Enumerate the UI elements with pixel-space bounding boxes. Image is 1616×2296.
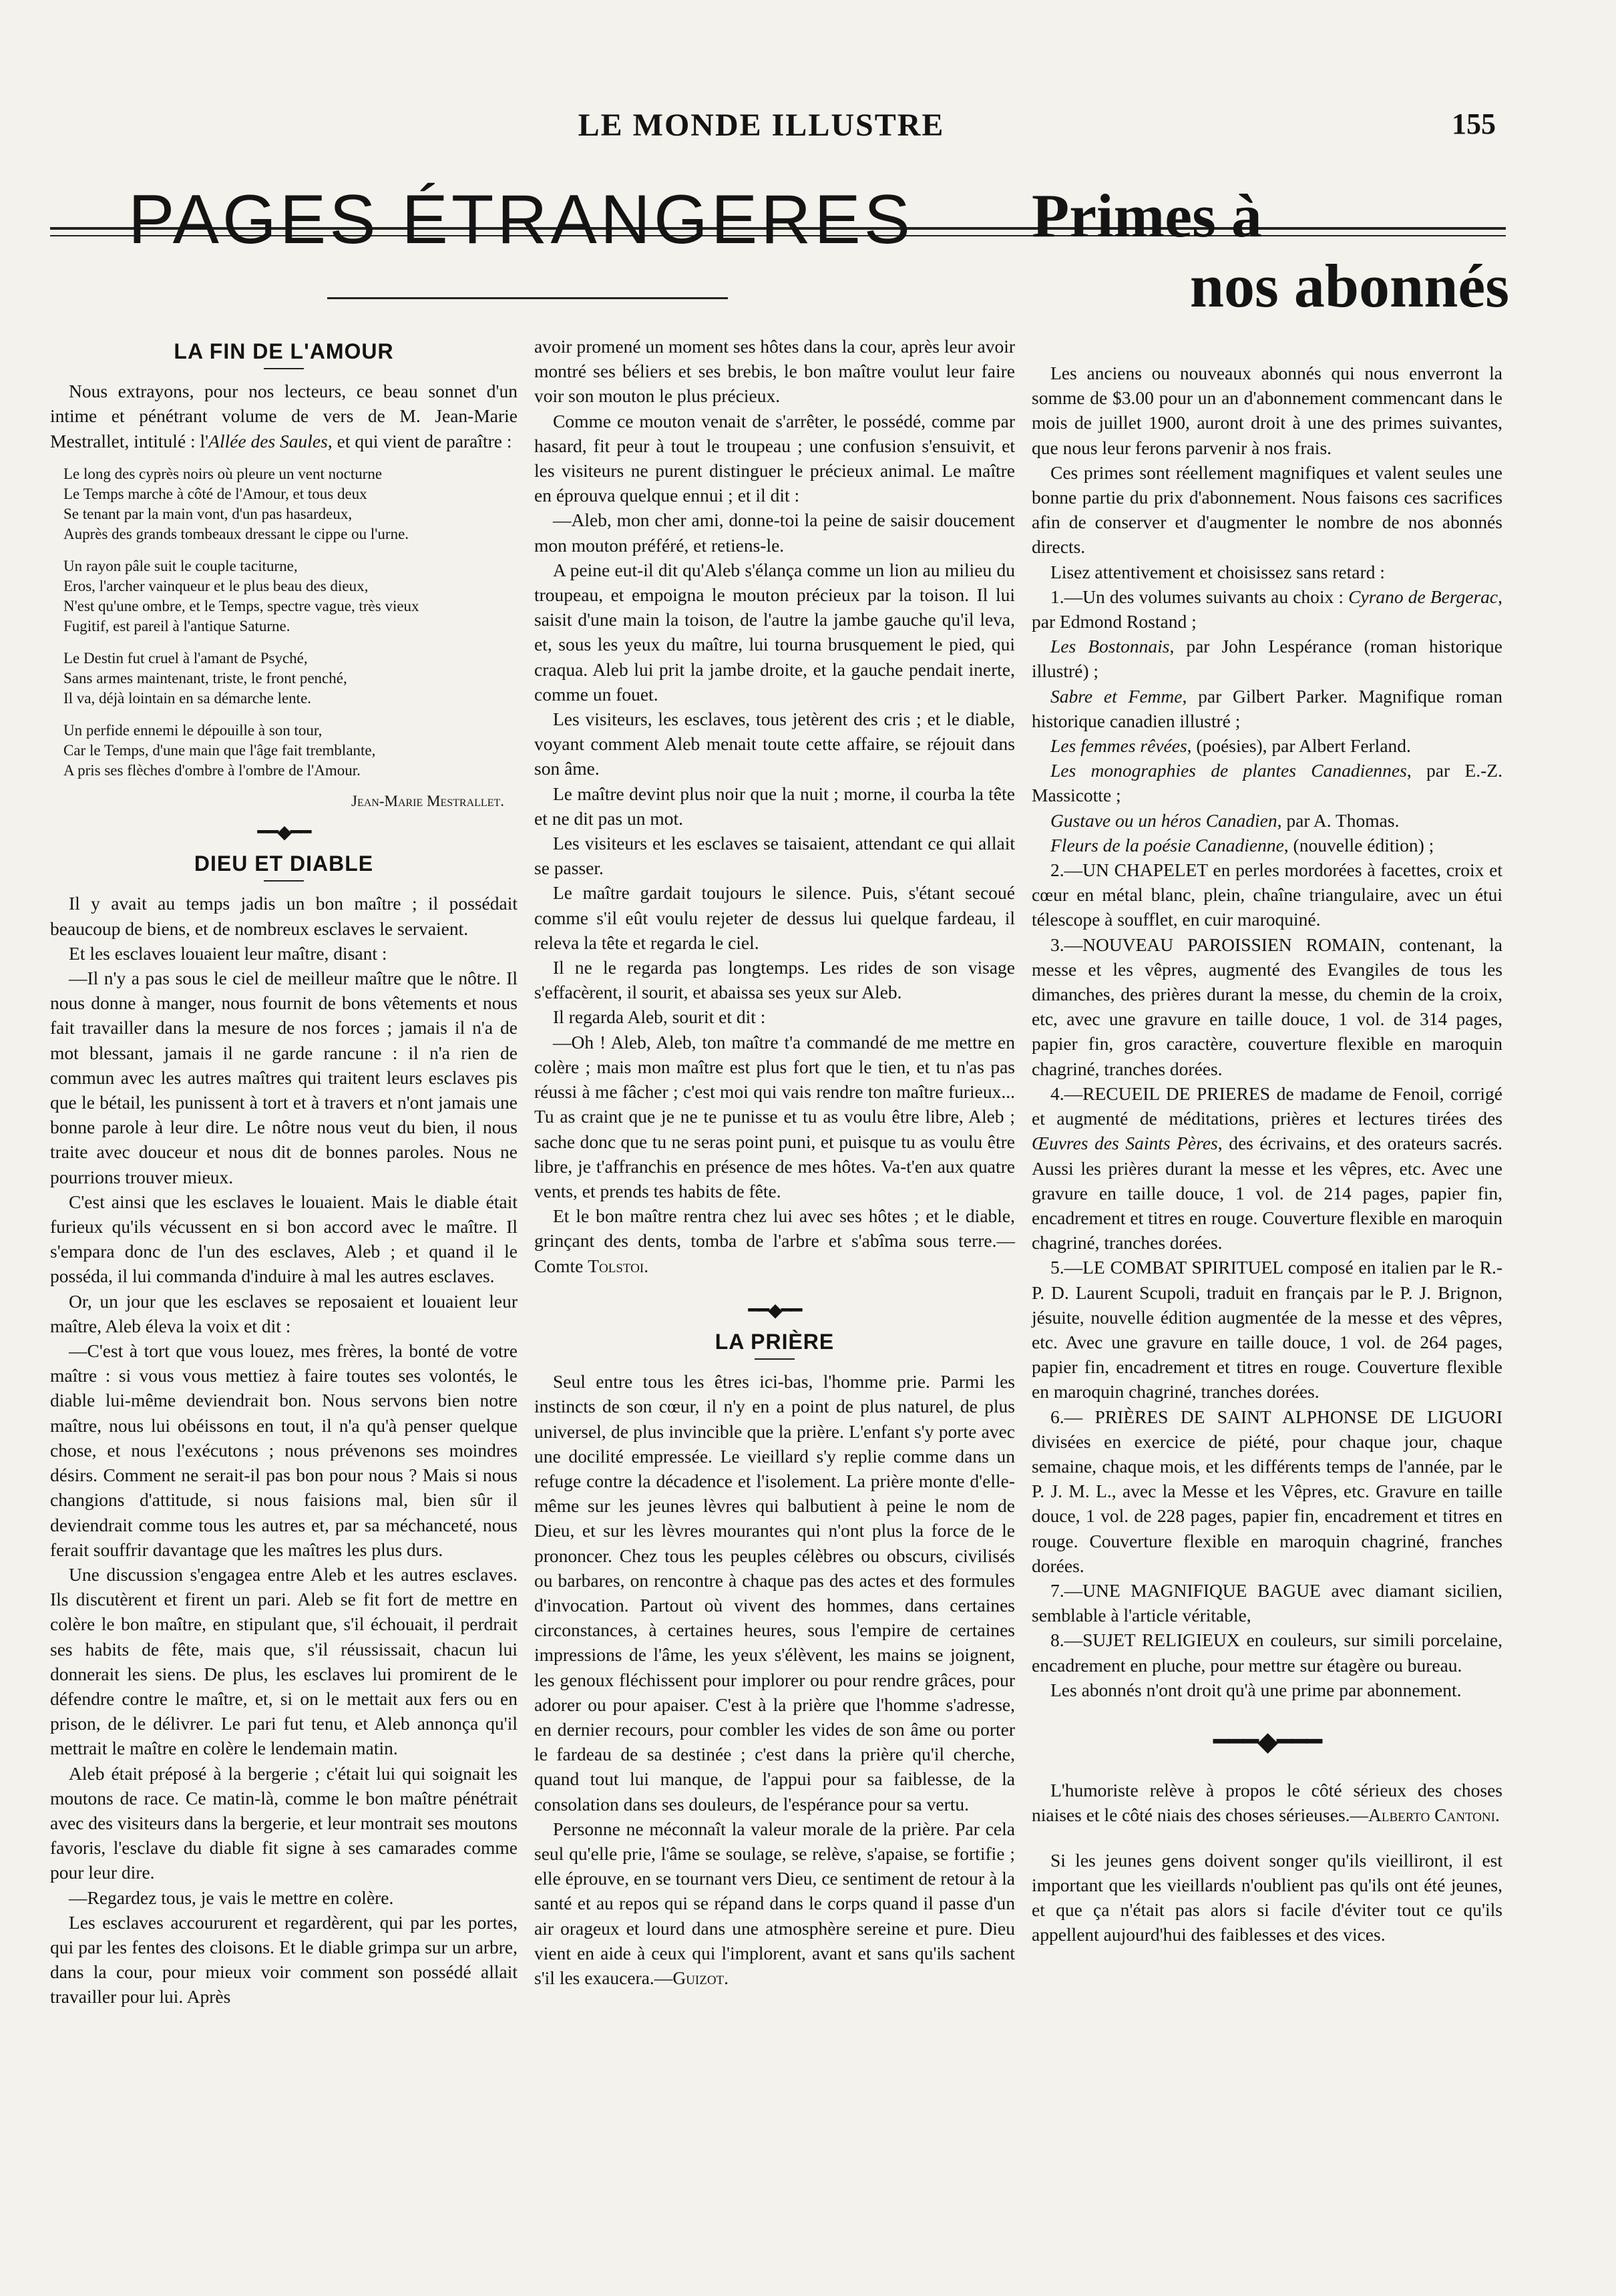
poem-line: Il va, déjà lointain en sa démarche lente.	[63, 689, 312, 707]
sonnet	[63, 464, 518, 781]
prime-item-6: 6.— PRIÈRES DE SAINT ALPHONSE DE LIGUORI divisées en exercice de piété, pour chaque jour, chaque semaine, chaque mois, et les différents temps de l'année, par le P. J. M. L., avec la Messe et les Vêpres, etc. Gravure en taille douce, 1 vol. de 228 pages, papier fin, encadrement et titres en rouge. Couverture flexible en maroquin chagriné, franches dorées.	[1032, 1406, 1502, 1576]
author-cantoni: Alberto Cantoni.	[1368, 1804, 1500, 1826]
page-number: 155	[1452, 108, 1496, 140]
poem-line: A pris ses flèches d'ombre à l'ombre de l'Amour.	[63, 761, 361, 779]
ornament-divider: ━━◆━━	[748, 1300, 801, 1321]
book-entry: Les femmes rêvées, (poésies), par Albert Ferland.	[1050, 735, 1411, 757]
prime-item-1: 1.—Un des volumes suivants au choix : Cyrano de Bergerac, par Edmond Rostand ;	[1032, 586, 1502, 632]
paragraph: —Il n'y a pas sous le ciel de meilleur maître que le nôtre. Il nous donne à manger, nous fournit de bons vêtements et nous fait travailler dans la mesure de nos forces ; jamais il n'a de mot blessant, jamais il ne garde rancune : il n'a rien de commun avec les autres maîtres qui traitent leurs esclaves pis que le bétail, les punissent à tort et à travers et n'ont jamais une bonne parole à leur dire. Le nôtre nous veut du bien, il nous traite avec douceur et nous dit de bonnes paroles. Nous ne pourrions trouver mieux.	[50, 968, 518, 1187]
prime-item-7: 7.—UNE MAGNIFIQUE BAGUE avec diamant sicilien, semblable à l'article véritable,	[1032, 1579, 1502, 1626]
pages-etrangeres-title: PAGES ÉTRANGERES	[128, 181, 914, 258]
paragraph: Il ne le regarda pas longtemps. Les rides de son visage s'effacèrent, il sourit, et abaissa ses yeux sur Aleb.	[534, 957, 1015, 1003]
primes-intro: Les anciens ou nouveaux abonnés qui nous enverront la somme de $3.00 pour un an d'abonnement commencant dans le mois de juillet 1900, auront droit à une des primes suivantes, que nous leur ferons parvenir à nos frais.	[1032, 363, 1502, 458]
poem-line: Auprès des grands tombeaux dressant le cippe ou l'urne.	[63, 525, 409, 542]
author-tolstoi: Tolstoi.	[588, 1255, 649, 1276]
fin-amour-intro: Nous extrayons, pour nos lecteurs, ce beau sonnet d'un intime et pénétrant volume de vers de M. Jean-Marie Mestrallet, intitulé : l'Allée des Saules, et qui vient de paraître :	[50, 381, 518, 451]
primes-intro-2: Ces primes sont réellement magnifiques et valent seules une bonne partie du prix d'abonnement. Nous faisons ces sacrifices afin de conserver et d'augmenter le nombre de nos abonnés directs.	[1032, 461, 1502, 558]
paragraph: Une discussion s'engagea entre Aleb et les autres esclaves. Ils discutèrent et firent un pari. Aleb se fit fort de mettre en colère le bon maître, en stipulant que, s'il échouait, il perdrait ses habits de fête, mais que, s'il réussissait, chacun lui donnerait les siens. De plus, les esclaves lui promirent de le défendre contre le maître, et, si on le mettait aux fers ou en prison, de le délivrer. Le pari fut tenu, et Aleb annonça qu'il mettrait le maître en colère le lendemain matin.	[50, 1563, 518, 1759]
paragraph: Comme ce mouton venait de s'arrêter, le possédé, comme par hasard, fit peur à tout le troupeau ; une confusion s'ensuivit, et les visiteurs ne purent distinguer le précieux animal. Le maître en éprouva quelque ennui ; et il dit :	[534, 410, 1015, 506]
paragraph: Seul entre tous les êtres ici-bas, l'homme prie. Parmi les instincts de son cœur, il n'y en a point de plus naturel, de plus universel, de plus invincible que la prière. L'enfant s'y porte avec une docilité empressée. Le vieillard s'y replie comme dans un refuge contre la décadence et l'isolement. La prière monte d'elle-même sur les jeunes lèvres qui balbutient à peine le nom de Dieu, et sur les lèvres mourantes qui n'ont plus la force de le prononcer. Chez tous les peuples célèbres ou obscurs, civilisés ou barbares, on rencontre à chaque pas des actes et des formules d'invocation. Partout où vivent des hommes, dans certaines circonstances, à certaines heures, sous l'empire de certaines impressions de l'âme, les yeux s'élèvent, les mains se joignent, les genoux fléchissent pour implorer ou pour rendre grâces, pour adorer ou pour apaiser. C'est à la prière que l'homme s'adresse, en dernier recours, pour combler les vides de son âme ou porter le fardeau de sa destinée ; c'est dans la prière qu'il cherche, quand tout lui manque, de l'appui pour sa faiblesse, de la consolation dans ses douleurs, de l'espérance pour sa vertu.	[534, 1371, 1015, 1814]
book-entry: Les monographies de plantes Canadiennes, par E.-Z. Massicotte ;	[1032, 760, 1502, 806]
poem-line: Sans armes maintenant, triste, le front penché,	[63, 669, 347, 687]
stanza	[63, 721, 518, 781]
prime-item-4: 4.—RECUEIL DE PRIERES de madame de Fenoil, corrigé et augmenté de méditations, prières et lectures tirées des Œuvres des Saints Pères, des écrivains, et des orateurs sacrés. Aussi les prières durant la messe et les vêpres, etc. Avec une gravure en taille douce, 1 vol. de 214 pages, papier fin, encadrement et titres en rouge. Couverture flexible en maroquin chagriné, tranches dorées.	[1032, 1083, 1503, 1254]
paragraph: Les visiteurs et les esclaves se taisaient, attendant ce qui allait se passer.	[534, 833, 1015, 879]
poem-line: N'est qu'une ombre, et le Temps, spectre vague, très vieux	[63, 597, 419, 614]
stanza	[63, 464, 518, 544]
prime-item-2: 2.—UN CHAPELET en perles mordorées à facettes, croix et cœur en métal blanc, plein, chaîne triangulaire, avec un étui télescope à soufflet, en cuir maroquiné.	[1032, 859, 1502, 930]
masthead	[0, 93, 1616, 147]
primes-closing: Les abonnés n'ont droit qu'à une prime par abonnement.	[1050, 1679, 1462, 1700]
paragraph: —Regardez tous, je vais le mettre en colère.	[69, 1887, 394, 1908]
paragraph: Les esclaves accoururent et regardèrent, qui par les portes, qui par les fentes des cloisons. Et le diable grimpa sur un arbre, dans la cour, pour mieux voir comment son possédé allait travailler pour lui. Après	[50, 1911, 518, 2007]
journal-title: LE MONDE ILLUSTRE	[578, 108, 945, 143]
section-heading-priere: LA PRIÈRE	[715, 1329, 835, 1354]
prime-item-8: 8.—SUJET RELIGIEUX en couleurs, sur simili porcelaine, encadrement en pluche, pour mettre sur étagère ou bureau.	[1032, 1630, 1502, 1676]
quote-vieillards: Si les jeunes gens doivent songer qu'ils vieilliront, il est important que les vieillards n'oublient pas qu'ils ont été jeunes, et que ça n'était pas alors si facile d'éviter tout ce qu'ils appellent aujourd'hui des faiblesses et des vices.	[1032, 1849, 1502, 1945]
paragraph: —C'est à tort que vous louez, mes frères, la bonté de votre maître : si vous vous mettiez à faire toutes ses volontés, le diable lui-même deviendrait bon. Nous servons bien notre maître, nous lui obéissons en tout, il n'a qu'à penser quelque chose, et nous l'exécutons ; nous prévenons ses moindres désirs. Comment ne serait-il pas bon pour nous ? Mais si nous changions d'attitude, si nous faisions mal, bien sûr il deviendrait comme tous les autres et, par sa méchanceté, nous ferait souffrir davantage que les maîtres les plus durs.	[50, 1340, 518, 1560]
paragraph: Il y avait au temps jadis un bon maître ; il possédait beaucoup de biens, et de nombreux esclaves le servaient.	[50, 893, 518, 939]
book-entry: Les Bostonnais, par John Lespérance (roman historique illustré) ;	[1032, 636, 1503, 682]
column-2	[534, 334, 1015, 1990]
paragraph: —Aleb, mon cher ami, donne-toi la peine de saisir doucement mon mouton préféré, et retiens-le.	[534, 510, 1015, 556]
paragraph: Le maître gardait toujours le silence. Puis, s'étant secoué comme s'il eût voulu rejeter de dessus lui quelque fardeau, il releva la tête et regarda le ciel.	[534, 882, 1015, 953]
ornament-divider: ━━◆━━	[257, 822, 311, 843]
section-heading-dieu-diable: DIEU ET DIABLE	[194, 851, 374, 876]
paragraph: Les visiteurs, les esclaves, tous jetèrent des cris ; et le diable, voyant comment Aleb menait toute cette affaire, se réjouit dans son âme.	[534, 709, 1015, 779]
heading-rule	[264, 880, 304, 882]
prime-item-3: 3.—NOUVEAU PAROISSIEN ROMAIN, contenant, la messe et les vêpres, augmenté des Evangiles de tous les dimanches, des prières durant la messe, du chemin de la croix, etc, avec une gravure en taille douce, 1 vol. de 314 pages, papier fin, gros caractère, couverture flexible en maroquin chagriné, tranches dorées.	[1032, 934, 1502, 1079]
paragraph: A peine eut-il dit qu'Aleb s'élança comme un lion au milieu du troupeau, et empoigna le mouton précieux par la toison. Il lui saisit d'une main la toison, de l'autre la jambe gauche qu'il leva, et, sous les yeux du maître, lui tourna brusquement le pied, qui craqua. Aleb lui prit la jambe droite, et la gauche pendait inerte, comme un fouet.	[534, 559, 1015, 705]
poem-line: Se tenant par la main vont, d'un pas hasardeux,	[63, 505, 353, 522]
heading-rule	[755, 1358, 795, 1360]
quote-cantoni: L'humoriste relève à propos le côté sérieux des choses niaises et le côté niais des choses sérieuses.—Alberto Cantoni.	[1032, 1780, 1502, 1826]
primes-title-line2: nos abonnés	[1189, 252, 1509, 320]
column-1	[50, 334, 518, 2010]
heading-rule	[264, 368, 304, 369]
author-guizot: Guizot.	[672, 1967, 729, 1988]
column-3	[1032, 361, 1502, 1947]
poem-line: Le long des cyprès noirs où pleure un vent nocturne	[63, 465, 383, 482]
paragraph-ending: Et le bon maître rentra chez lui avec ses hôtes ; et le diable, grinçant des dents, tomba de l'arbre et s'abîma sous terre.—Comte Tolstoi.	[534, 1205, 1015, 1276]
book-entry: Sabre et Femme, par Gilbert Parker. Magnifique roman historique canadien illustré ;	[1032, 685, 1502, 731]
poem-line: Un rayon pâle suit le couple taciturne,	[63, 557, 298, 574]
poem-line: Le Temps marche à côté de l'Amour, et tous deux	[63, 485, 367, 502]
poem-line: Eros, l'archer vainqueur et le plus beau des dieux,	[63, 577, 369, 594]
paragraph: C'est ainsi que les esclaves le louaient. Mais le diable était furieux qu'ils vécussent en si bon accord avec le maître. Il s'empara donc de l'un des esclaves, Aleb ; et quand il le posséda, il lui commanda d'induire à mal les autres esclaves.	[50, 1191, 518, 1287]
book-entry: Fleurs de la poésie Canadienne, (nouvelle édition) ;	[1050, 834, 1434, 855]
title-rule	[327, 297, 728, 299]
ornament-divider: ━━━◆━━━	[1213, 1726, 1322, 1756]
section-heading-fin-amour: LA FIN DE L'AMOUR	[174, 339, 394, 363]
poem-signature: Jean-Marie Mestrallet.	[351, 792, 504, 809]
paragraph: —Oh ! Aleb, Aleb, ton maître t'a commandé de me mettre en colère ; mais mon maître est plus fort que le tien, et tu n'as pas réussi à me fâcher ; c'est moi qui vais rendre ton maître furieux... Tu as craint que je ne te punisse et tu as voulu être libre, Aleb ; sache donc que tu ne seras point puni, et puisque tu as voulu être libre, je t'affranchis en présence de mes hôtes. Va-t'en aux quatre vents, et prends tes habits de fête.	[534, 1031, 1015, 1201]
primes-intro-3: Lisez attentivement et choisissez sans retard :	[1050, 561, 1385, 582]
primes-title-line1: Primes à	[1032, 182, 1262, 250]
paragraph: Et les esclaves louaient leur maître, disant :	[69, 942, 387, 964]
paragraph-ending: Personne ne méconnaît la valeur morale de la prière. Par cela seul qu'elle prie, l'âme se soulage, se relève, s'apaise, se fortifie ; elle éprouve, en se tournant vers Dieu, ce sentiment de retour à la santé et au repos qui se répand dans le corps quand il passe d'un air orageux et lourd dans une atmosphère sereine et pure. Dieu vient en aide à ceux qui l'implorent, avant et sans qu'ils sachent s'il les exaucera.—Guizot.	[534, 1818, 1015, 1988]
prime-item-5: 5.—LE COMBAT SPIRITUEL composé en italien par le R.-P. D. Laurent Scupoli, traduit en français par le P. J. Brignon, jésuite, nouvelle édition augmentée de la messe et des vêpres, etc. Avec une gravure en taille douce, 1 vol. de 264 pages, papier fin, encadrement et titres en rouge. Couverture flexible en maroquin chagriné, tranches dorées.	[1032, 1257, 1502, 1402]
paragraph: Aleb était préposé à la bergerie ; c'était lui qui soignait les moutons de race. Ce matin-là, comme le bon maître pénétrait avec des visiteurs dans la bergerie, et leur montrait ses moutons favoris, l'esclave du diable fit signe à ses camarades comme pour leur dire.	[50, 1762, 518, 1883]
poem-line: Un perfide ennemi le dépouille à son tour,	[63, 721, 323, 739]
poem-line: Fugitif, est pareil à l'antique Saturne.	[63, 617, 290, 634]
paragraph: avoir promené un moment ses hôtes dans la cour, après leur avoir montré ses béliers et ses brebis, le bon maître voulut leur faire voir son mouton le plus précieux.	[534, 336, 1015, 407]
stanza	[63, 556, 518, 636]
stanza	[63, 648, 518, 709]
paragraph: Or, un jour que les esclaves se reposaient et louaient leur maître, Aleb éleva la voix et dit :	[50, 1290, 518, 1336]
poem-line: Car le Temps, d'une main que l'âge fait tremblante,	[63, 741, 376, 759]
paragraph: Le maître devint plus noir que la nuit ; morne, il courba la tête et ne dit pas un mot.	[534, 783, 1015, 829]
paragraph: Il regarda Aleb, sourit et dit :	[553, 1006, 766, 1028]
poem-line: Le Destin fut cruel à l'amant de Psyché,	[63, 649, 308, 666]
book-entry: Gustave ou un héros Canadien, par A. Thomas.	[1050, 809, 1400, 831]
